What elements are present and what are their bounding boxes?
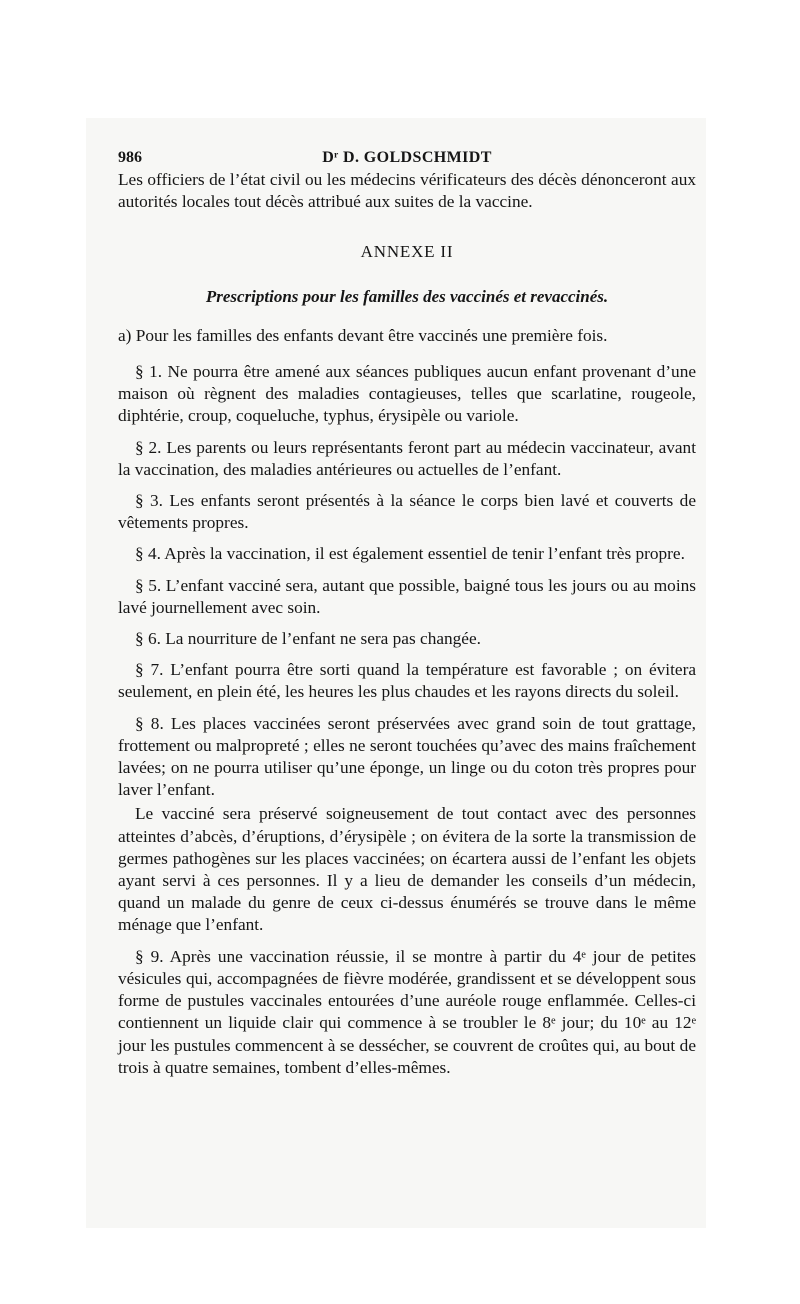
paragraph-4: § 4. Après la vaccination, il est également essentiel de tenir l’enfant très propre. (135, 544, 685, 564)
page-number: 986 (118, 149, 142, 166)
document-body (118, 147, 696, 1079)
continuation-paragraph: Les officiers de l’état civil ou les médecins vérificateurs des décès dénonceront aux autorités locales tout décès attribué aux suites de la vaccine. (118, 170, 696, 212)
paragraph-7: § 7. L’enfant pourra être sorti quand la température est favorable ; on évitera seulement, en plein été, les heures les plus chaudes et les rayons directs du soleil. (118, 660, 696, 702)
paragraph-8: § 8. Les places vaccinées seront préservées avec grand soin de tout grattage, frottement ou malpropreté ; elles ne seront touchées qu’avec des mains fraîchement lavées; on ne pourra utiliser qu’une éponge, un linge ou du coton très propres pour laver l’enfant. (118, 713, 696, 800)
paragraph-6: § 6. La nourriture de l’enfant ne sera pas changée. (135, 629, 481, 649)
paragraph-2: § 2. Les parents ou leurs représentants feront part au médecin vaccinateur, avant la vaccination, des maladies antérieures ou actuelles de l’enfant. (118, 437, 696, 479)
paragraph-3: § 3. Les enfants seront présentés à la séance le corps bien lavé et couverts de vêtements propres. (118, 491, 696, 533)
running-author: Dʳ D. GOLDSCHMIDT (322, 149, 492, 166)
paragraph-5: § 5. L’enfant vacciné sera, autant que possible, baigné tous les jours ou au moins lavé journellement avec soin. (118, 575, 696, 617)
annex-title: ANNEXE II (360, 242, 454, 262)
paragraph-9: § 9. Après une vaccination réussie, il se montre à partir du 4ᵉ jour de petites vésicules qui, accompagnées de fièvre modérée, grandissent et se développent sous forme de pustules vaccinales entourées d’une auréole rouge enflammée. Celles-ci contiennent un liquide clair qui commence à se troubler le 8ᵉ jour; du 10ᵉ au 12ᵉ jour les pustules commencent à se dessécher, se couvrent de croûtes qui, au bout de trois à quatre semaines, tombent d’elles-mêmes. (118, 946, 696, 1077)
paragraph-8-continued: Le vacciné sera préservé soigneusement de tout contact avec des personnes atteintes d’abcès, d’éruptions, d’érysipèle ; on évitera de la sorte la transmission de germes pathogènes sur les places vaccinées; on écartera aussi de l’enfant les objets ayant servi à ces personnes. Il y a lieu de demander les conseils d’un médecin, quand un malade du genre de ceux ci-dessus énumérés se trouve dans le même ménage que l’enfant. (118, 804, 696, 935)
annex-subtitle: Prescriptions pour les familles des vaccinés et revaccinés. (205, 286, 609, 306)
paragraph-1: § 1. Ne pourra être amené aux séances publiques aucun enfant provenant d’une maison où règnent des maladies contagieuses, telles que scarlatine, rougeole, diphtérie, croup, coqueluche, typhus, érysipèle ou variole. (118, 362, 696, 426)
running-header (118, 147, 696, 169)
section-intro: a) Pour les familles des enfants devant être vaccinés une première fois. (118, 325, 608, 345)
